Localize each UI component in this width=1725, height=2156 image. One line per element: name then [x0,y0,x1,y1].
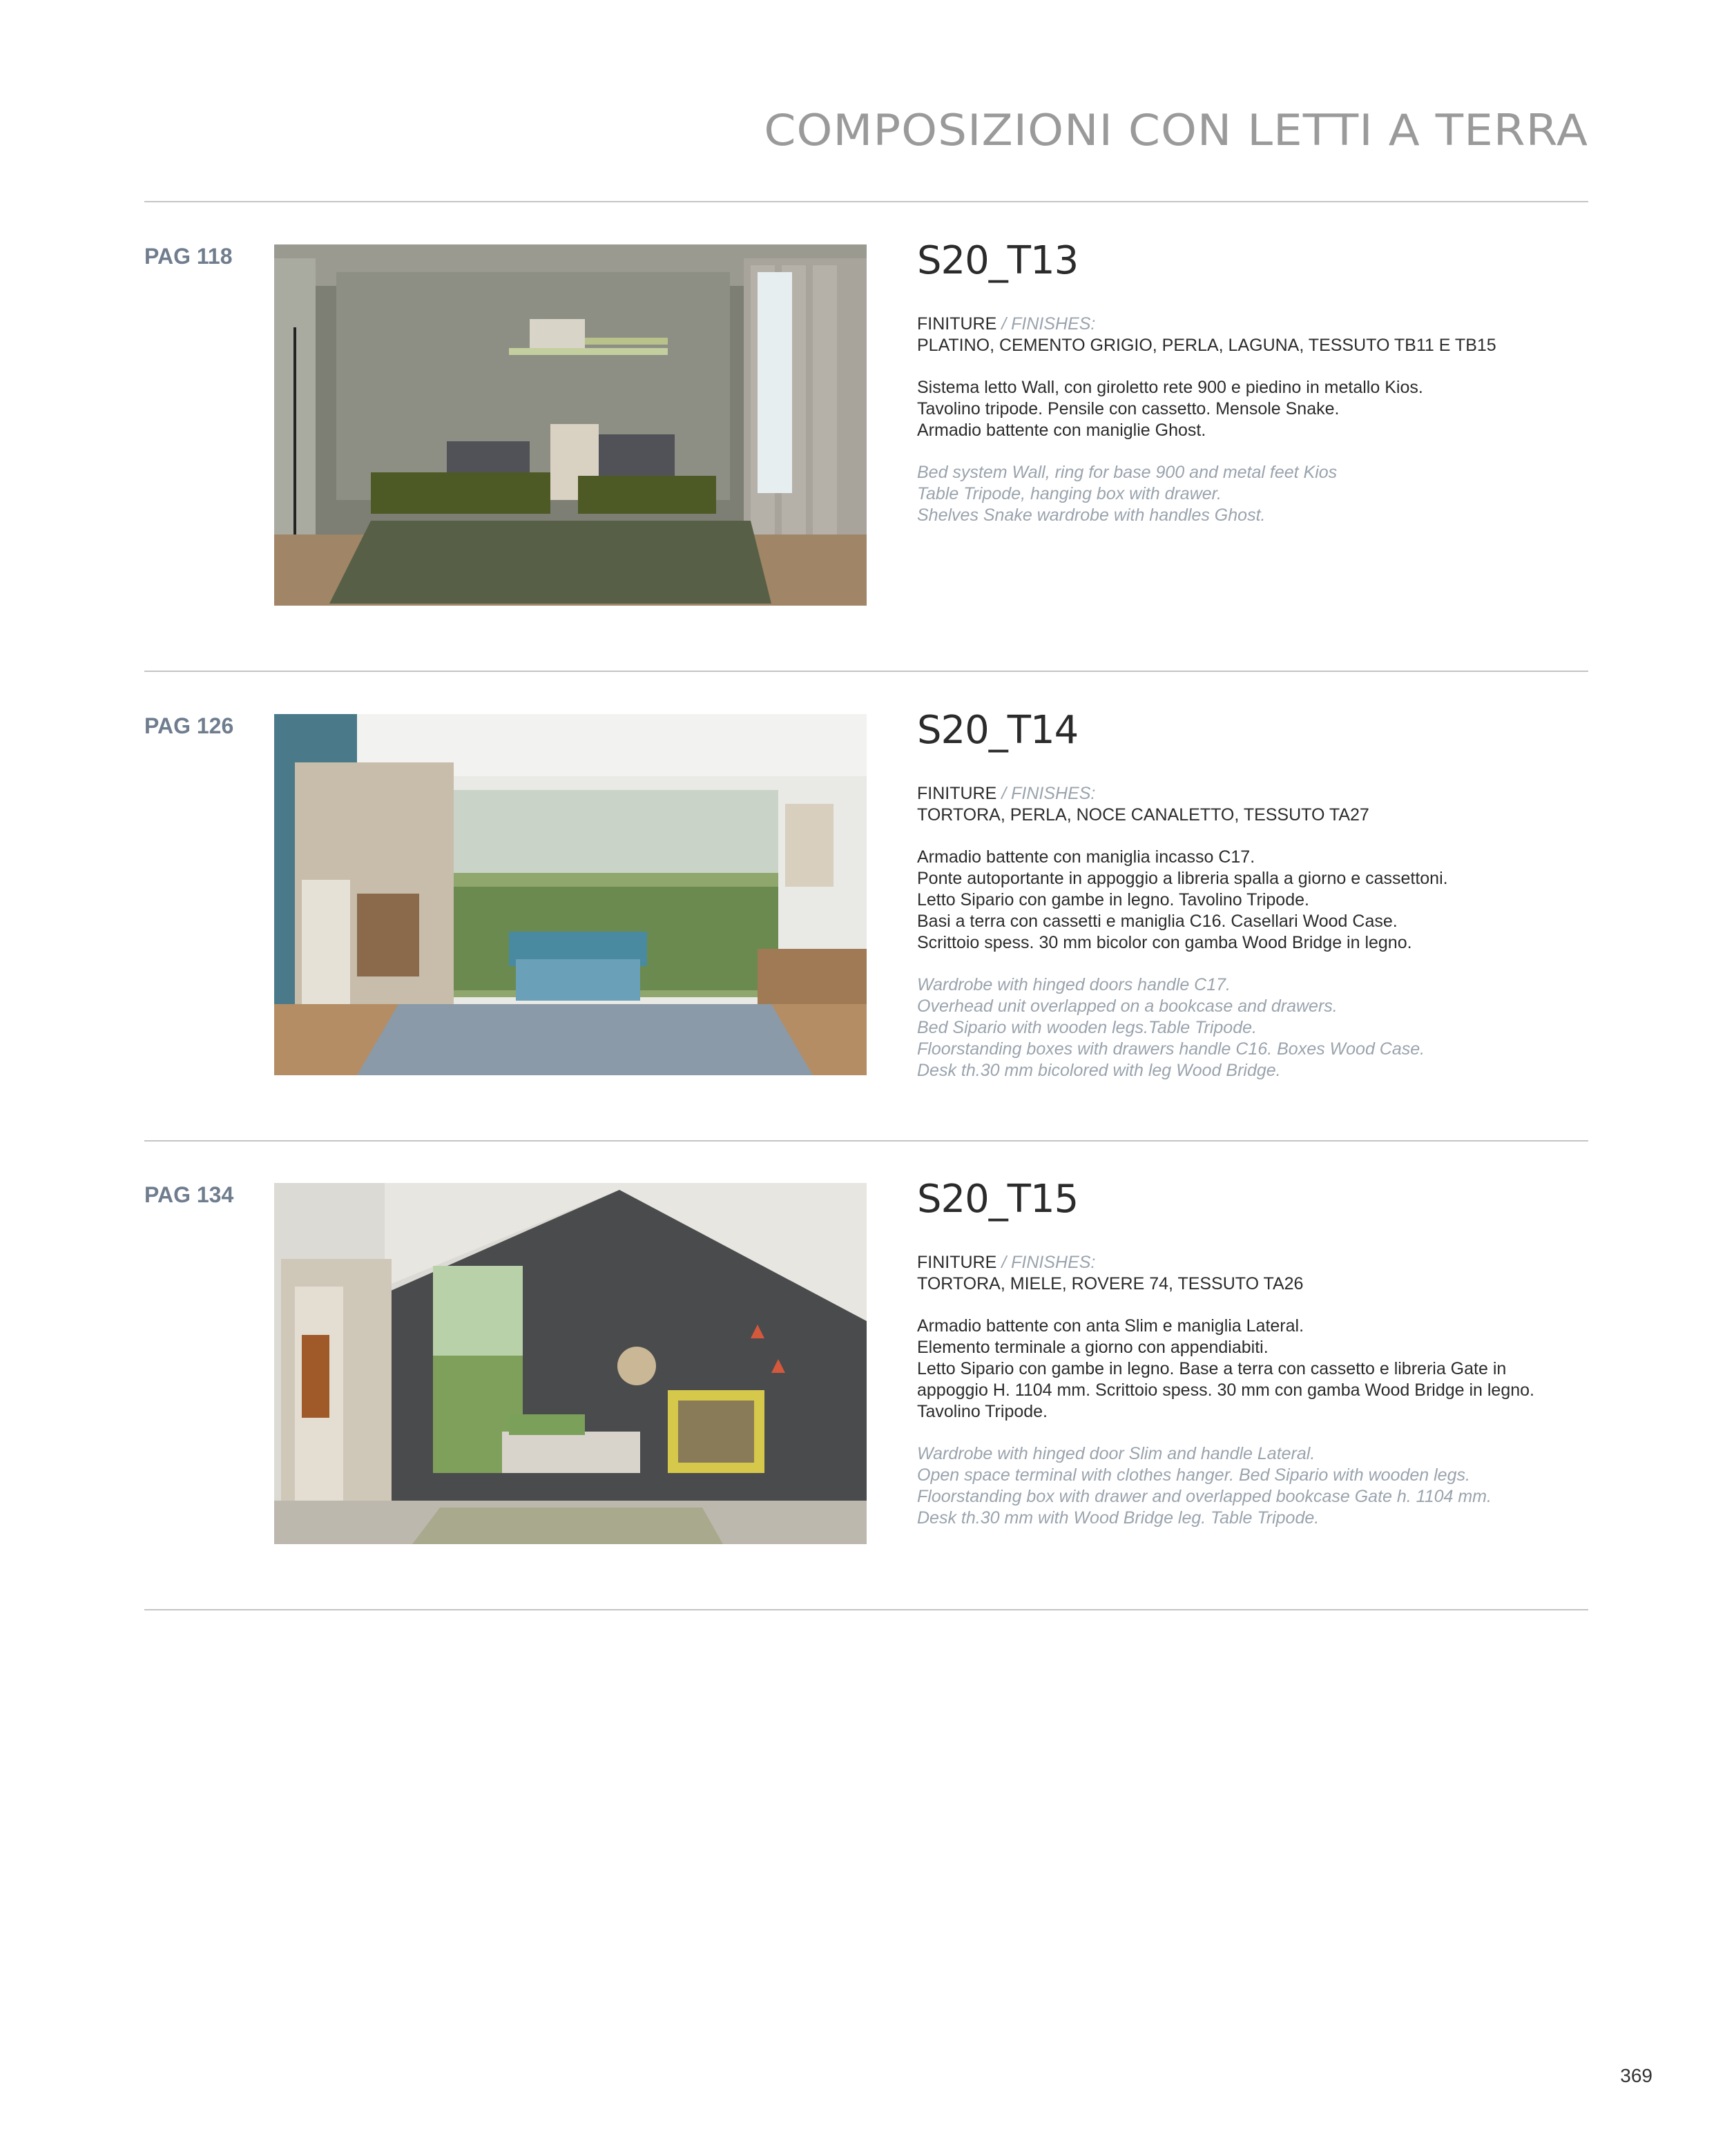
description-it-line: Armadio battente con maniglie Ghost. [917,421,1206,440]
finishes-label [917,314,1587,335]
description-it-line: Letto Sipario con gambe in legno. Base a terra con cassetto e libreria Gate in [917,1359,1507,1378]
entry-s20-t13 [917,238,1587,526]
finishes-label-it: FINITURE [917,784,997,803]
finishes-label-it: FINITURE [917,314,997,334]
finishes-label [917,783,1587,805]
description-en-line: Bed system Wall, ring for base 900 and metal feet Kios [917,463,1338,482]
bedroom-photo-s20-t15 [274,1183,867,1544]
finishes-label-en: / FINISHES: [996,784,1096,803]
finishes-label-en: / FINISHES: [996,314,1096,334]
product-code: S20_T13 [917,238,1079,283]
description-en-line: Desk th.30 mm with Wood Bridge leg. Table Tripode. [917,1508,1320,1528]
finishes-list: TORTORA, MIELE, ROVERE 74, TESSUTO TA26 [917,1274,1304,1293]
finishes-label-en: / FINISHES: [996,1253,1096,1272]
description-it-line: Scrittoio spess. 30 mm bicolor con gamba Wood Bridge in legno. [917,933,1412,952]
description-en-line: Wardrobe with hinged doors handle C17. [917,975,1231,994]
description-en-line: Floorstanding boxes with drawers handle C16. Boxes Wood Case. [917,1039,1425,1059]
description-en-line: Table Tripode, hanging box with drawer. [917,484,1222,503]
description-it-line: Letto Sipario con gambe in legno. Tavolino Tripode. [917,890,1309,909]
description-it-line: Tavolino tripode. Pensile con cassetto. Mensole Snake. [917,399,1340,418]
description-it-line: Armadio battente con maniglia incasso C17. [917,847,1255,867]
finishes-list: PLATINO, CEMENTO GRIGIO, PERLA, LAGUNA, TESSUTO TB11 E TB15 [917,336,1496,355]
description-en-line: Overhead unit overlapped on a bookcase and drawers. [917,997,1338,1016]
description-en-line: Floorstanding box with drawer and overlapped bookcase Gate h. 1104 mm. [917,1487,1492,1506]
finishes-label [917,1252,1587,1273]
entry-s20-t15 [917,1177,1587,1529]
description-en-line: Wardrobe with hinged door Slim and handle Lateral. [917,1444,1316,1463]
page-number: 369 [1620,2065,1652,2086]
description-en-line: Open space terminal with clothes hanger. Bed Sipario with wooden legs. [917,1465,1470,1485]
divider [144,1609,1588,1610]
page-reference: PAG 126 [144,713,234,738]
page-reference: PAG 118 [144,244,233,269]
description-it-line: Ponte autoportante in appoggio a libreria spalla a giorno e cassettoni. [917,869,1448,888]
divider [144,1140,1588,1142]
page-reference: PAG 134 [144,1182,234,1207]
bedroom-photo-s20-t13 [274,244,867,606]
description-it-line: Armadio battente con anta Slim e maniglia Lateral. [917,1316,1304,1336]
description-it-line: Basi a terra con cassetti e maniglia C16. Casellari Wood Case. [917,912,1398,931]
finishes-list: TORTORA, PERLA, NOCE CANALETTO, TESSUTO TA27 [917,805,1369,825]
description-en-line: Bed Sipario with wooden legs.Table Tripode. [917,1018,1257,1037]
description-en-line: Desk th.30 mm bicolored with leg Wood Bridge. [917,1061,1281,1080]
description-it-line: Elemento terminale a giorno con appendiabiti. [917,1338,1269,1357]
description-it-line: Tavolino Tripode. [917,1402,1048,1421]
entry-s20-t14 [917,708,1587,1081]
description-it-line: appoggio H. 1104 mm. Scrittoio spess. 30 mm con gamba Wood Bridge in legno. [917,1380,1534,1400]
page-title: COMPOSIZIONI CON LETTI A TERRA [764,104,1588,156]
description-it-line: Sistema letto Wall, con giroletto rete 900 e piedino in metallo Kios. [917,378,1423,397]
bedroom-photo-s20-t14 [274,714,867,1075]
description-en-line: Shelves Snake wardrobe with handles Ghost. [917,506,1266,525]
product-code: S20_T14 [917,708,1079,753]
finishes-label-it: FINITURE [917,1253,997,1272]
divider [144,201,1588,202]
product-code: S20_T15 [917,1177,1079,1222]
divider [144,671,1588,672]
